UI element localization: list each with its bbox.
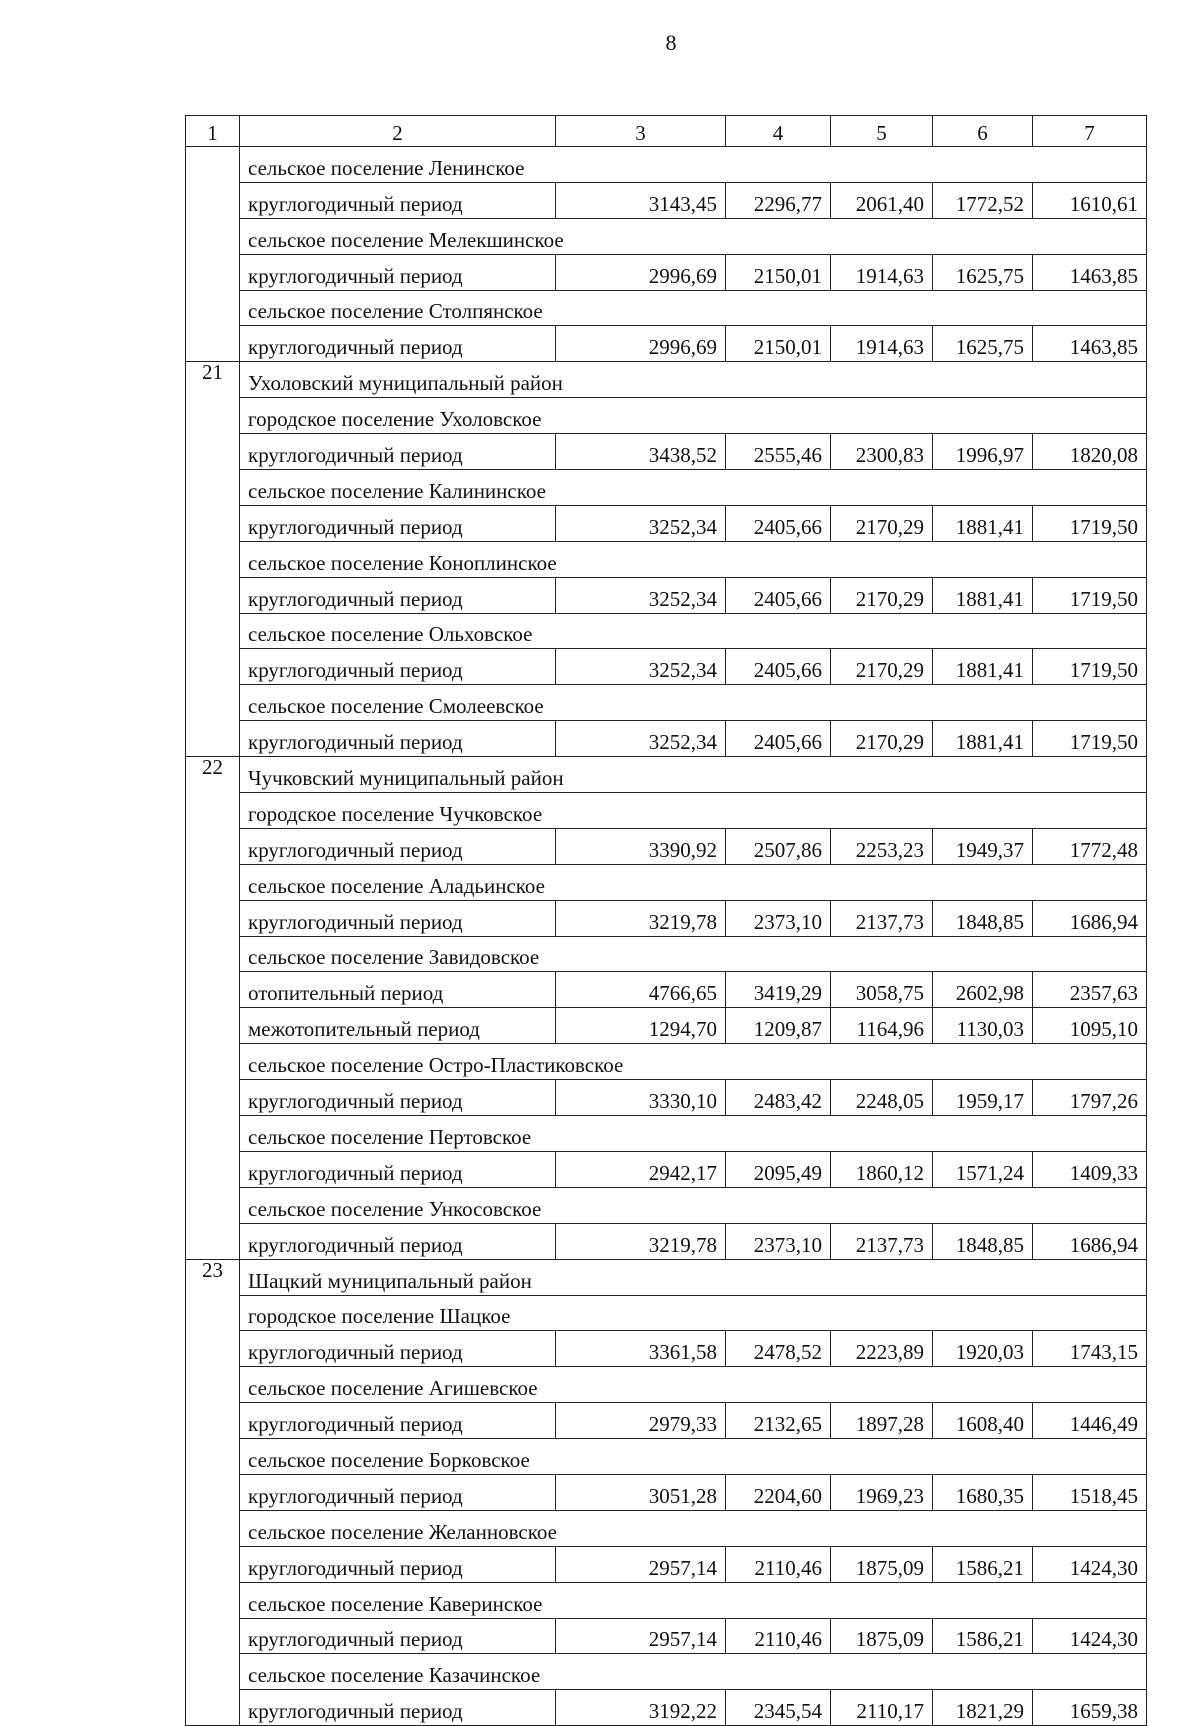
section-title: сельское поселение Аладьинское — [240, 864, 1147, 900]
tariff-value-cell: 3192,22 — [556, 1690, 726, 1726]
tariff-value-cell: 3051,28 — [556, 1474, 726, 1510]
period-label: круглогодичный период — [240, 1331, 556, 1367]
tariff-value-cell: 1881,41 — [933, 649, 1033, 685]
tariff-value-cell: 2132,65 — [726, 1403, 831, 1439]
section-title-row — [186, 936, 1147, 972]
tariff-value-cell: 2150,01 — [726, 326, 831, 362]
tariff-value-cell: 2555,46 — [726, 434, 831, 470]
section-title: сельское поселение Казачинское — [240, 1654, 1147, 1690]
section-title-row — [186, 757, 1147, 793]
tariff-value-cell: 2170,29 — [831, 577, 933, 613]
tariff-value-cell: 2296,77 — [726, 182, 831, 218]
tariff-value-cell: 3361,58 — [556, 1331, 726, 1367]
header-cell: 5 — [831, 116, 933, 147]
tariff-value-cell: 2373,10 — [726, 1223, 831, 1259]
tariff-value-cell: 2253,23 — [831, 828, 933, 864]
tariff-value-cell: 1914,63 — [831, 254, 933, 290]
section-title: городское поселение Шацкое — [240, 1295, 1147, 1331]
section-title-row — [186, 218, 1147, 254]
tariff-value-cell: 2061,40 — [831, 182, 933, 218]
tariff-value-cell: 1797,26 — [1033, 1080, 1147, 1116]
table-row — [186, 1474, 1147, 1510]
table-row — [186, 721, 1147, 757]
section-title-row — [186, 398, 1147, 434]
tariff-value-cell: 1424,30 — [1033, 1546, 1147, 1582]
tariff-value-cell: 1608,40 — [933, 1403, 1033, 1439]
tariff-value-cell: 3419,29 — [726, 972, 831, 1008]
period-label: круглогодичный период — [240, 434, 556, 470]
section-title-row — [186, 1367, 1147, 1403]
tariff-value-cell: 1914,63 — [831, 326, 933, 362]
section-title: городское поселение Ухоловское — [240, 398, 1147, 434]
period-label: круглогодичный период — [240, 1080, 556, 1116]
table-row — [186, 828, 1147, 864]
tariff-value-cell: 1294,70 — [556, 1008, 726, 1044]
tariff-value-cell: 2507,86 — [726, 828, 831, 864]
tariff-value-cell: 2223,89 — [831, 1331, 933, 1367]
tariff-value-cell: 3058,75 — [831, 972, 933, 1008]
tariff-value-cell: 1719,50 — [1033, 577, 1147, 613]
header-cell: 6 — [933, 116, 1033, 147]
table-row — [186, 649, 1147, 685]
tariff-value-cell: 1860,12 — [831, 1151, 933, 1187]
table-row — [186, 434, 1147, 470]
tariff-value-cell: 1969,23 — [831, 1474, 933, 1510]
section-title: сельское поселение Ункосовское — [240, 1187, 1147, 1223]
section-title-row — [186, 1510, 1147, 1546]
tariff-value-cell: 2957,14 — [556, 1618, 726, 1654]
tariff-value-cell: 1848,85 — [933, 900, 1033, 936]
tariff-value-cell: 4766,65 — [556, 972, 726, 1008]
table-body — [186, 116, 1147, 1726]
tariff-value-cell: 2345,54 — [726, 1690, 831, 1726]
section-title-row — [186, 147, 1147, 183]
tariff-value-cell: 3143,45 — [556, 182, 726, 218]
table-row — [186, 900, 1147, 936]
tariff-value-cell: 1719,50 — [1033, 505, 1147, 541]
tariff-value-cell: 1659,38 — [1033, 1690, 1147, 1726]
tariff-value-cell: 1130,03 — [933, 1008, 1033, 1044]
header-cell: 2 — [240, 116, 556, 147]
period-label: круглогодичный период — [240, 1151, 556, 1187]
section-title: сельское поселение Ольховское — [240, 613, 1147, 649]
section-title: сельское поселение Столпянское — [240, 290, 1147, 326]
period-label: отопительный период — [240, 972, 556, 1008]
tariff-value-cell: 3252,34 — [556, 505, 726, 541]
tariff-value-cell: 1848,85 — [933, 1223, 1033, 1259]
section-title-row — [186, 1654, 1147, 1690]
tariff-value-cell: 3219,78 — [556, 900, 726, 936]
tariff-value-cell: 2110,46 — [726, 1546, 831, 1582]
tariff-value-cell: 2204,60 — [726, 1474, 831, 1510]
tariff-value-cell: 1996,97 — [933, 434, 1033, 470]
tariff-value-cell: 1772,48 — [1033, 828, 1147, 864]
tariff-value-cell: 2478,52 — [726, 1331, 831, 1367]
section-title-row — [186, 793, 1147, 829]
tariff-value-cell: 2405,66 — [726, 577, 831, 613]
section-title-row — [186, 541, 1147, 577]
tariff-value-cell: 1625,75 — [933, 326, 1033, 362]
section-title: сельское поселение Каверинское — [240, 1582, 1147, 1618]
section-title: Ухоловский муниципальный район — [240, 362, 1147, 398]
section-title-row — [186, 685, 1147, 721]
tariff-value-cell: 1821,29 — [933, 1690, 1033, 1726]
header-cell: 4 — [726, 116, 831, 147]
section-title: сельское поселение Желанновское — [240, 1510, 1147, 1546]
table-row — [186, 1690, 1147, 1726]
table-row — [186, 182, 1147, 218]
table-row — [186, 972, 1147, 1008]
period-label: межотопительный период — [240, 1008, 556, 1044]
section-title-row — [186, 470, 1147, 506]
tariff-value-cell: 2137,73 — [831, 1223, 933, 1259]
tariff-value-cell: 2405,66 — [726, 721, 831, 757]
period-label: круглогодичный период — [240, 828, 556, 864]
section-title: Шацкий муниципальный район — [240, 1259, 1147, 1295]
tariff-value-cell: 3219,78 — [556, 1223, 726, 1259]
tariff-value-cell: 2170,29 — [831, 721, 933, 757]
table-row — [186, 1151, 1147, 1187]
tariff-value-cell: 2137,73 — [831, 900, 933, 936]
tariff-value-cell: 3252,34 — [556, 577, 726, 613]
period-label: круглогодичный период — [240, 649, 556, 685]
section-title: сельское поселение Калининское — [240, 470, 1147, 506]
tariff-value-cell: 2300,83 — [831, 434, 933, 470]
tariff-value-cell: 1949,37 — [933, 828, 1033, 864]
tariff-value-cell: 3252,34 — [556, 721, 726, 757]
period-label: круглогодичный период — [240, 1403, 556, 1439]
section-title-row — [186, 1187, 1147, 1223]
tariff-value-cell: 2405,66 — [726, 649, 831, 685]
tariff-value-cell: 1686,94 — [1033, 900, 1147, 936]
tariff-value-cell: 2248,05 — [831, 1080, 933, 1116]
section-title-row — [186, 1295, 1147, 1331]
section-title-row — [186, 613, 1147, 649]
tariff-value-cell: 1719,50 — [1033, 721, 1147, 757]
tariff-value-cell: 1881,41 — [933, 577, 1033, 613]
section-title: сельское поселение Завидовское — [240, 936, 1147, 972]
table-row — [186, 1546, 1147, 1582]
header-row — [186, 116, 1147, 147]
section-title-row — [186, 290, 1147, 326]
tariff-value-cell: 1518,45 — [1033, 1474, 1147, 1510]
tariff-value-cell: 2170,29 — [831, 649, 933, 685]
period-label: круглогодичный период — [240, 1223, 556, 1259]
period-label: круглогодичный период — [240, 721, 556, 757]
tariff-value-cell: 2602,98 — [933, 972, 1033, 1008]
period-label: круглогодичный период — [240, 254, 556, 290]
section-title: сельское поселение Мелекшинское — [240, 218, 1147, 254]
tariff-value-cell: 3252,34 — [556, 649, 726, 685]
tariff-value-cell: 1424,30 — [1033, 1618, 1147, 1654]
section-title: сельское поселение Коноплинское — [240, 541, 1147, 577]
tariff-value-cell: 2405,66 — [726, 505, 831, 541]
tariff-value-cell: 1686,94 — [1033, 1223, 1147, 1259]
section-title-row — [186, 1116, 1147, 1152]
section-title: сельское поселение Пертовское — [240, 1116, 1147, 1152]
header-cell: 7 — [1033, 116, 1147, 147]
section-title: сельское поселение Борковское — [240, 1439, 1147, 1475]
tariff-value-cell: 2483,42 — [726, 1080, 831, 1116]
tariff-value-cell: 1719,50 — [1033, 649, 1147, 685]
section-title-row — [186, 864, 1147, 900]
tariff-value-cell: 1820,08 — [1033, 434, 1147, 470]
tariff-value-cell: 2979,33 — [556, 1403, 726, 1439]
row-number-cell: 21 — [186, 362, 240, 757]
tariff-table — [185, 115, 1147, 1726]
tariff-value-cell: 2996,69 — [556, 326, 726, 362]
section-title-row — [186, 362, 1147, 398]
table-row — [186, 1403, 1147, 1439]
tariff-value-cell: 1881,41 — [933, 721, 1033, 757]
row-number-cell: 23 — [186, 1259, 240, 1726]
tariff-value-cell: 1897,28 — [831, 1403, 933, 1439]
section-title-row — [186, 1044, 1147, 1080]
tariff-value-cell: 1586,21 — [933, 1546, 1033, 1582]
tariff-value-cell: 1571,24 — [933, 1151, 1033, 1187]
table-row — [186, 577, 1147, 613]
table-row — [186, 1080, 1147, 1116]
section-title: сельское поселение Агишевское — [240, 1367, 1147, 1403]
tariff-value-cell: 1209,87 — [726, 1008, 831, 1044]
section-title: Чучковский муниципальный район — [240, 757, 1147, 793]
tariff-value-cell: 1920,03 — [933, 1331, 1033, 1367]
row-number-cell — [186, 147, 240, 362]
tariff-value-cell: 1881,41 — [933, 505, 1033, 541]
period-label: круглогодичный период — [240, 1618, 556, 1654]
tariff-value-cell: 1875,09 — [831, 1546, 933, 1582]
tariff-value-cell: 2996,69 — [556, 254, 726, 290]
tariff-value-cell: 1743,15 — [1033, 1331, 1147, 1367]
tariff-value-cell: 3438,52 — [556, 434, 726, 470]
table-row — [186, 1008, 1147, 1044]
section-title: сельское поселение Смолеевское — [240, 685, 1147, 721]
table-row — [186, 254, 1147, 290]
tariff-value-cell: 1772,52 — [933, 182, 1033, 218]
period-label: круглогодичный период — [240, 900, 556, 936]
tariff-value-cell: 2957,14 — [556, 1546, 726, 1582]
tariff-value-cell: 1463,85 — [1033, 254, 1147, 290]
period-label: круглогодичный период — [240, 577, 556, 613]
table-row — [186, 505, 1147, 541]
section-title: сельское поселение Ленинское — [240, 147, 1147, 183]
tariff-value-cell: 1680,35 — [933, 1474, 1033, 1510]
tariff-value-cell: 2150,01 — [726, 254, 831, 290]
tariff-value-cell: 2095,49 — [726, 1151, 831, 1187]
table-row — [186, 1223, 1147, 1259]
header-cell: 1 — [186, 116, 240, 147]
table-row — [186, 326, 1147, 362]
tariff-value-cell: 2110,17 — [831, 1690, 933, 1726]
tariff-value-cell: 2357,63 — [1033, 972, 1147, 1008]
tariff-value-cell: 2110,46 — [726, 1618, 831, 1654]
tariff-value-cell: 1164,96 — [831, 1008, 933, 1044]
table-row — [186, 1331, 1147, 1367]
section-title-row — [186, 1582, 1147, 1618]
tariff-value-cell: 1463,85 — [1033, 326, 1147, 362]
tariff-value-cell: 1625,75 — [933, 254, 1033, 290]
table-row — [186, 1618, 1147, 1654]
section-title: городское поселение Чучковское — [240, 793, 1147, 829]
header-cell: 3 — [556, 116, 726, 147]
tariff-value-cell: 1095,10 — [1033, 1008, 1147, 1044]
period-label: круглогодичный период — [240, 1690, 556, 1726]
tariff-value-cell: 1586,21 — [933, 1618, 1033, 1654]
tariff-value-cell: 1610,61 — [1033, 182, 1147, 218]
page-number: 8 — [665, 30, 677, 55]
row-number-cell: 22 — [186, 757, 240, 1259]
tariff-value-cell: 3390,92 — [556, 828, 726, 864]
period-label: круглогодичный период — [240, 505, 556, 541]
tariff-value-cell: 2942,17 — [556, 1151, 726, 1187]
period-label: круглогодичный период — [240, 1546, 556, 1582]
period-label: круглогодичный период — [240, 182, 556, 218]
tariff-value-cell: 3330,10 — [556, 1080, 726, 1116]
period-label: круглогодичный период — [240, 326, 556, 362]
tariff-value-cell: 1959,17 — [933, 1080, 1033, 1116]
section-title-row — [186, 1259, 1147, 1295]
period-label: круглогодичный период — [240, 1474, 556, 1510]
tariff-value-cell: 2170,29 — [831, 505, 933, 541]
tariff-value-cell: 1409,33 — [1033, 1151, 1147, 1187]
tariff-value-cell: 1446,49 — [1033, 1403, 1147, 1439]
section-title: сельское поселение Остро-Пластиковское — [240, 1044, 1147, 1080]
tariff-value-cell: 2373,10 — [726, 900, 831, 936]
tariff-value-cell: 1875,09 — [831, 1618, 933, 1654]
section-title-row — [186, 1439, 1147, 1475]
